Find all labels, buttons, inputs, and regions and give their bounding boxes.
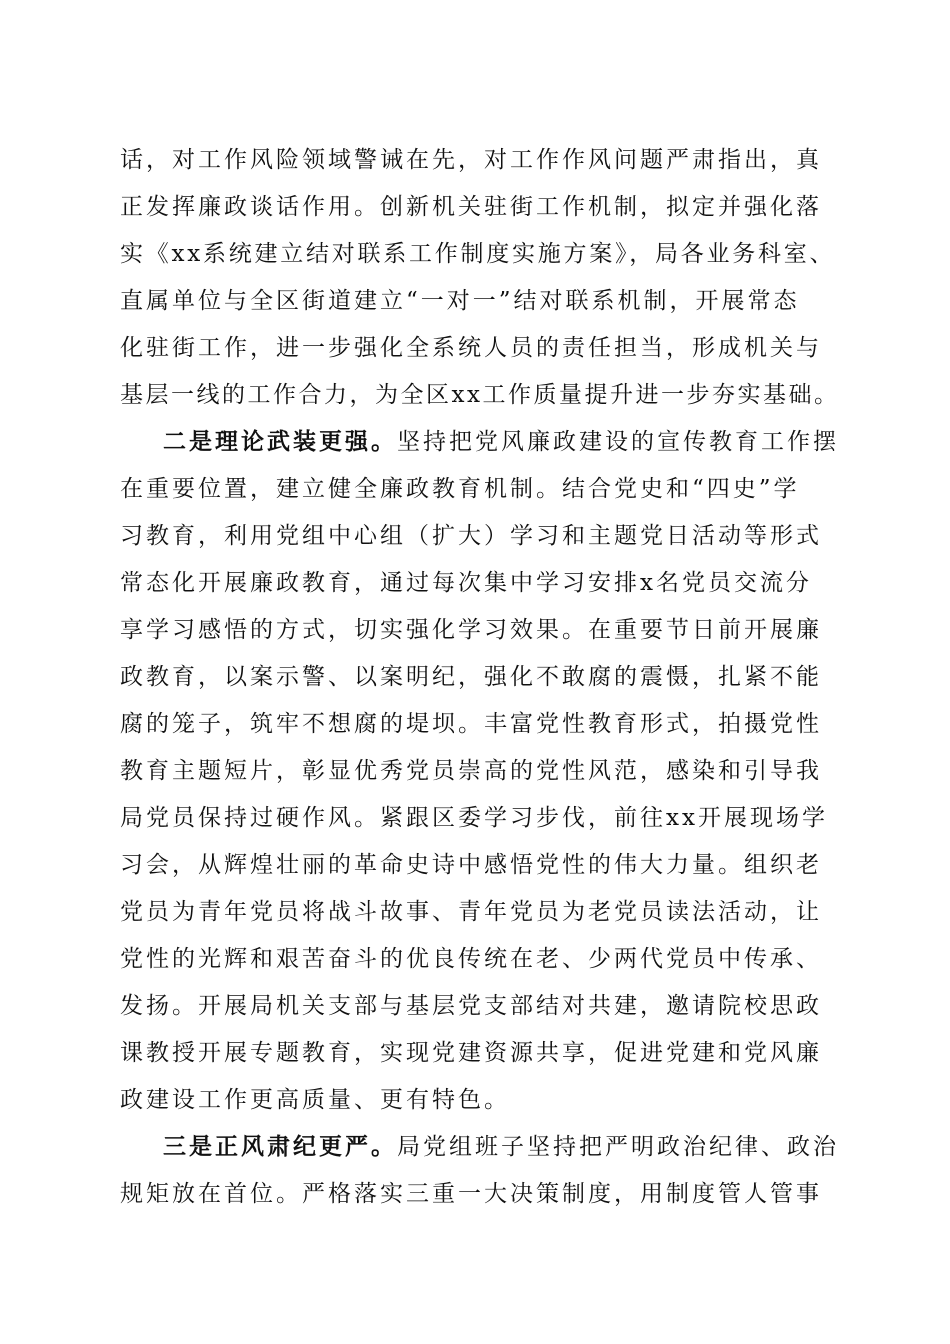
p2-line-11: 党员为青年党员将战斗故事、青年党员为老党员读法活动，让: [120, 899, 822, 925]
p2-line-3: 习教育，利用党组中心组（扩大）学习和主题党日活动等形式: [120, 523, 822, 549]
p2-lead-heading: 二是理论武装更强。: [163, 428, 397, 455]
p3-line-1-rest: 局党组班子坚持把严明政治纪律、政治: [397, 1134, 839, 1160]
p3-line-1: [163, 1125, 840, 1169]
p1-line-3: 实《xx系统建立结对联系工作制度实施方案》，局各业务科室、: [120, 241, 836, 267]
p2-line-15: 政建设工作更高质量、更有特色。: [120, 1087, 510, 1113]
p3-lead-heading: 三是正风肃纪更严。: [163, 1133, 397, 1160]
p2-line-6: 政教育，以案示警、以案明纪，强化不敢腐的震慑，扎紧不能: [120, 664, 822, 690]
p2-line-7: 腐的笼子，筑牢不想腐的堤坝。丰富党性教育形式，拍摄党性: [120, 711, 822, 737]
p2-line-10: 习会，从辉煌壮丽的革命史诗中感悟党性的伟大力量。组织老: [120, 852, 822, 878]
p2-line-1-rest: 坚持把党风廉政建设的宣传教育工作摆: [397, 429, 839, 455]
p2-line-1: [163, 420, 840, 464]
p2-line-9: 局党员保持过硬作风。紧跟区委学习步伐，前往xx开展现场学: [120, 805, 828, 831]
p2-line-5: 享学习感悟的方式，切实强化学习效果。在重要节日前开展廉: [120, 617, 822, 643]
p1-line-2: 正发挥廉政谈话作用。创新机关驻街工作机制，拟定并强化落: [120, 194, 822, 220]
p1-line-6: 基层一线的工作合力，为全区xx工作质量提升进一步夯实基础。: [120, 382, 840, 408]
p2-line-14: 课教授开展专题教育，实现党建资源共享，促进党建和党风廉: [120, 1040, 822, 1066]
p2-line-13: 发扬。开展局机关支部与基层党支部结对共建，邀请院校思政: [120, 993, 822, 1019]
p1-line-5: 化驻街工作，进一步强化全系统人员的责任担当，形成机关与: [120, 335, 822, 361]
p2-line-12: 党性的光辉和艰苦奋斗的优良传统在老、少两代党员中传承、: [120, 946, 822, 972]
p1-line-4: 直属单位与全区街道建立“一对一”结对联系机制，开展常态: [120, 288, 800, 314]
p3-line-2: 规矩放在首位。严格落实三重一大决策制度，用制度管人管事: [120, 1181, 822, 1207]
p1-line-1: 话，对工作风险领域警诫在先，对工作作风问题严肃指出，真: [120, 147, 822, 173]
p2-line-4: 常态化开展廉政教育，通过每次集中学习安排x名党员交流分: [120, 570, 812, 596]
p2-line-8: 教育主题短片，彰显优秀党员崇高的党性风范，感染和引导我: [120, 758, 822, 784]
p2-line-2: 在重要位置，建立健全廉政教育机制。结合党史和“四史”学: [120, 476, 800, 502]
